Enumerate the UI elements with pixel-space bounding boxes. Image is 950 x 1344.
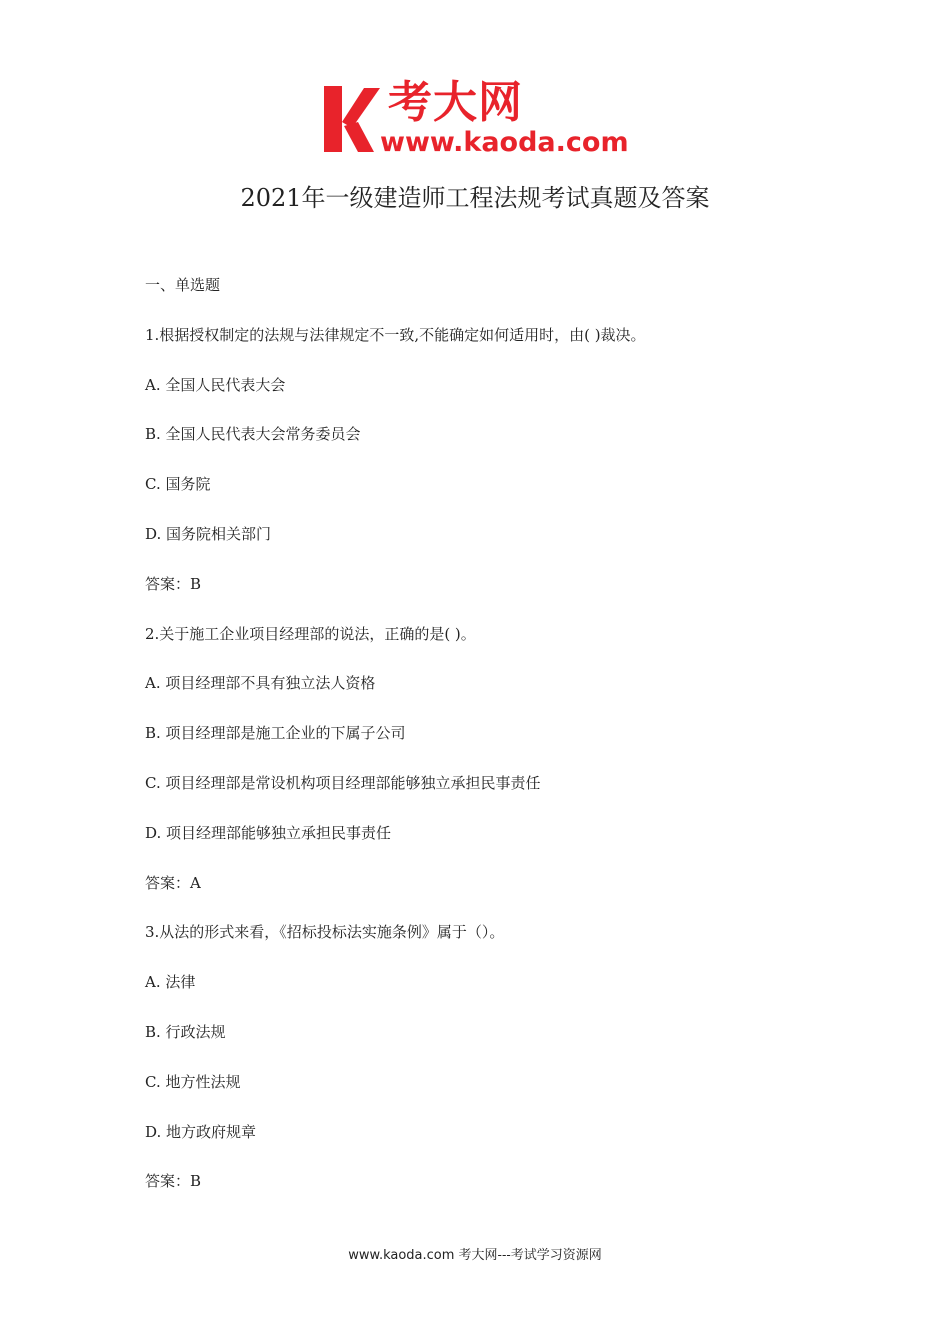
logo-url-text: www.kaoda.com: [380, 127, 629, 158]
question-option: D. 项目经理部能够独立承担民事责任: [145, 823, 392, 842]
question-option: A. 项目经理部不具有独立法人资格: [145, 674, 376, 693]
question-option: C. 地方性法规: [145, 1072, 241, 1091]
question-answer: 答案：A: [145, 873, 201, 892]
question-stem: 1.根据授权制定的法规与法律规定不一致,不能确定如何适用时，由( )裁决。: [145, 325, 646, 344]
question-option: D. 地方政府规章: [145, 1122, 257, 1141]
question-option: A. 法律: [145, 973, 196, 992]
logo-brand-text: 考大网: [388, 77, 523, 128]
section-heading: 一、单选题: [145, 276, 221, 294]
question-option: A. 全国人民代表大会: [145, 375, 286, 394]
question-option: B. 行政法规: [145, 1022, 226, 1041]
footer-text: 考大网---考试学习资源网: [454, 1248, 602, 1263]
document-title: 2021年一级建造师工程法规考试真题及答案: [240, 184, 710, 212]
question-answer: 答案：B: [145, 1172, 202, 1191]
question-option: B. 全国人民代表大会常务委员会: [145, 425, 361, 444]
kaoda-logo: [318, 78, 640, 160]
question-stem: 2.关于施工企业项目经理部的说法，正确的是( )。: [145, 624, 476, 643]
k-logo-icon: [318, 82, 382, 154]
question-stem: 3.从法的形式来看，《招标投标法实施条例》属于（）。: [145, 923, 505, 942]
question-option: C. 国务院: [145, 475, 211, 494]
question-answer: 答案：B: [145, 574, 202, 593]
question-option: D. 国务院相关部门: [145, 524, 272, 543]
question-option: C. 项目经理部是常设机构项目经理部能够独立承担民事责任: [145, 773, 541, 792]
footer-site-link[interactable]: www.kaoda.com: [348, 1248, 455, 1263]
document-body: [145, 272, 825, 1218]
question-option: B. 项目经理部是施工企业的下属子公司: [145, 724, 406, 743]
page-footer: [0, 1244, 950, 1268]
